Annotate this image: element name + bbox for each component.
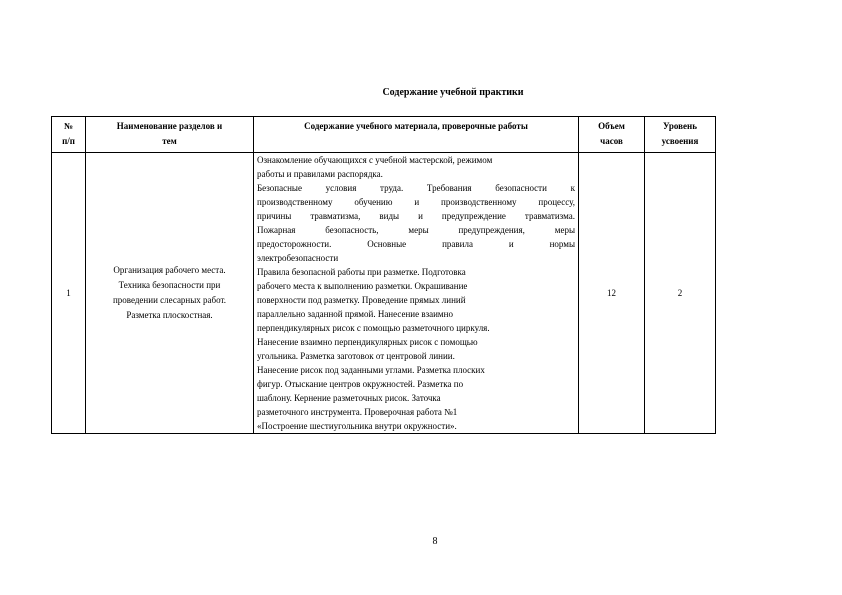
header-level: Уровень усвоения (645, 117, 716, 153)
practice-content-table (51, 116, 716, 434)
hours-value: 12 (579, 153, 645, 434)
table-header-row (52, 117, 716, 153)
table-row (52, 153, 716, 434)
level-value: 2 (645, 153, 716, 434)
header-hours: Объем часов (579, 117, 645, 153)
header-content: Содержание учебного материала, проверочные работы (254, 117, 579, 153)
header-section: Наименование разделов и тем (86, 117, 254, 153)
row-number: 1 (52, 153, 86, 434)
page-number: 8 (432, 536, 438, 547)
document-title: Содержание учебной практики (382, 87, 524, 98)
section-name: Организация рабочего места. Техника безопасности при проведении слесарных работ. Разметка плоскостная. (86, 153, 254, 434)
header-num: № п/п (52, 117, 86, 153)
section-content: Ознакомление обучающихся с учебной мастерской, режимом работы и правилами распорядка. Безопасные условия труда. Требования безопасности к производственному обучению и производственному процессу, причины травматизма, виды и предупреждение травматизма. Пожарная безопасность, меры предупреждения, меры предосторожности. Основные правила и нормы электробезопасности Правила безопасной работы при разметке. Подготовка рабочего места к выполнению разметки. Окрашивание поверхности под разметку. Проведение прямых линий параллельно заданной прямой. Нанесение взаимно перпендикулярных рисок с помощью разметочного циркуля. Нанесение взаимно перпендикулярных рисок с помощью угольника. Разметка заготовок от центровой линии. Нанесение рисок под заданными углами. Разметка плоских фигур. Отыскание центров окружностей. Разметка по шаблону. Кернение разметочных рисок. Заточка разметочного инструмента. Проверочная работа №1 «Построение шестиугольника внутри окружности». (254, 153, 579, 434)
